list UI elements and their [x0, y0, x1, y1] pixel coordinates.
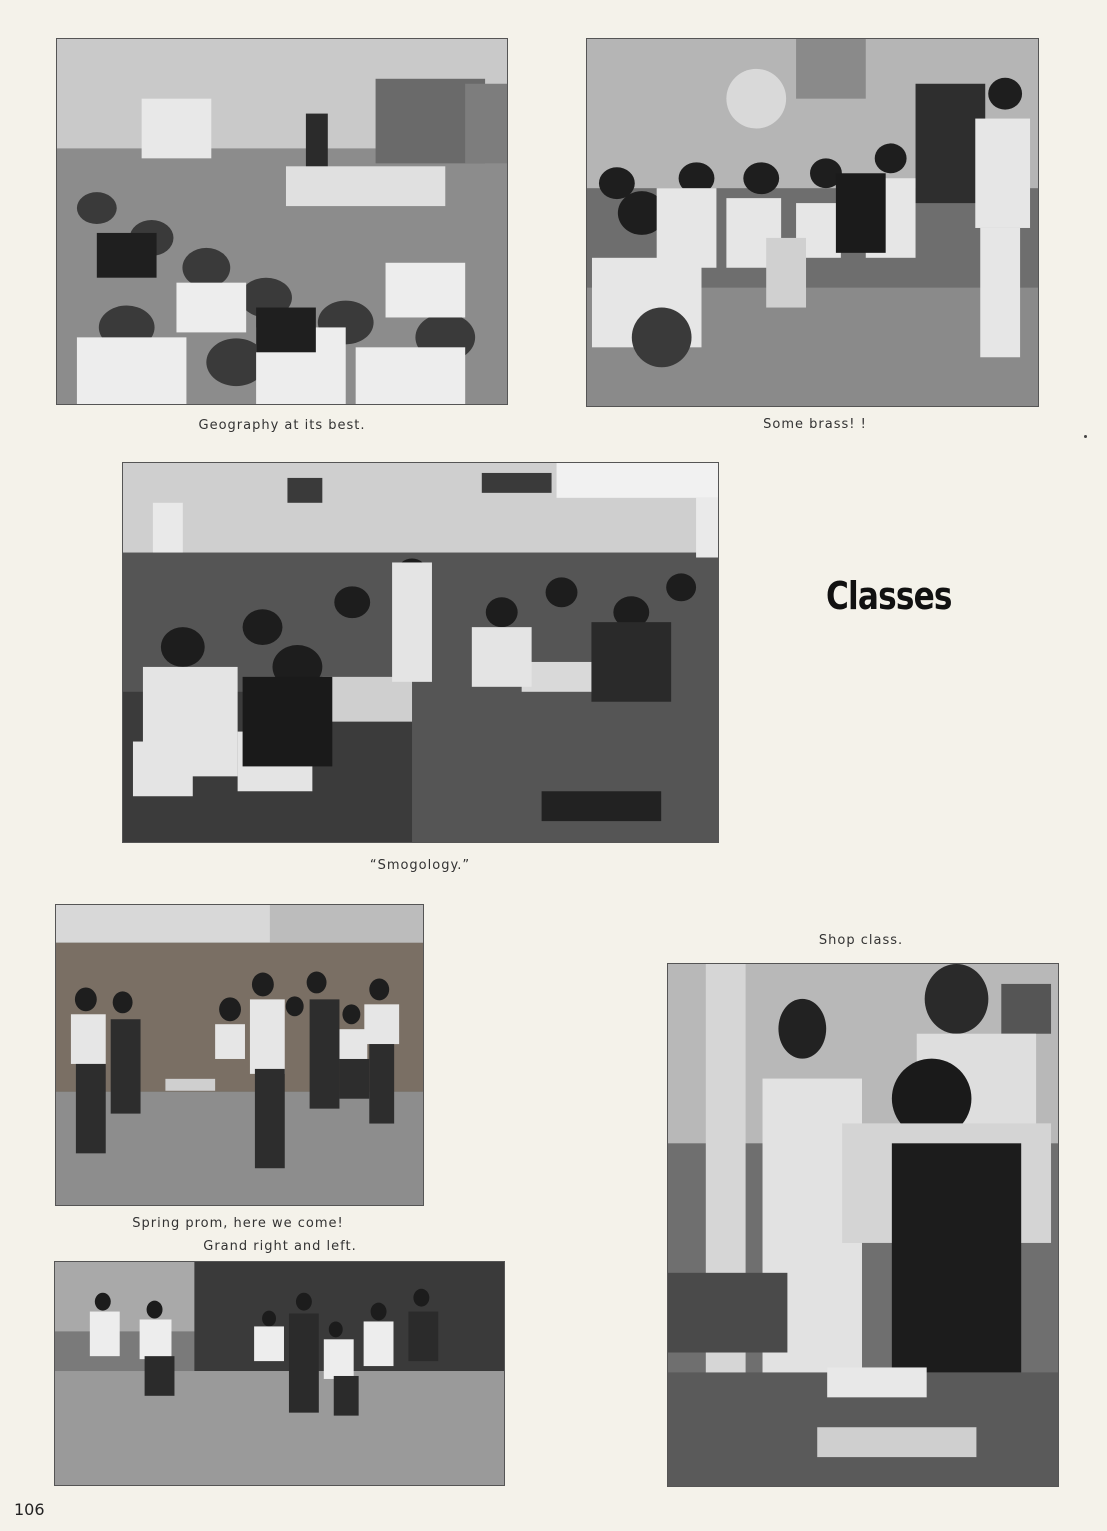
caption-smogology: “Smogology.”: [369, 858, 471, 873]
caption-prom: Spring prom, here we come!: [132, 1216, 344, 1231]
section-title: Classes: [826, 574, 952, 618]
spring-prom-image: [56, 905, 423, 1205]
photo-shop-class: [667, 963, 1059, 1487]
photo-spring-prom: [55, 904, 424, 1206]
caption-brass: Some brass! !: [763, 417, 867, 432]
caption-grand-right: Grand right and left.: [203, 1239, 357, 1254]
photo-brass-band: [586, 38, 1039, 407]
grand-right-image: [55, 1262, 504, 1485]
photo-smogology-cafeteria: [122, 462, 719, 843]
cafeteria-image: [123, 463, 718, 842]
page-number: 106: [14, 1500, 45, 1519]
geography-classroom-image: [57, 39, 507, 404]
page-speck: [1084, 435, 1087, 438]
caption-shop: Shop class.: [818, 933, 904, 948]
shop-class-image: [668, 964, 1058, 1486]
caption-geography: Geography at its best.: [198, 418, 366, 433]
photo-grand-right-and-left: [54, 1261, 505, 1486]
brass-band-image: [587, 39, 1038, 406]
photo-geography-classroom: [56, 38, 508, 405]
